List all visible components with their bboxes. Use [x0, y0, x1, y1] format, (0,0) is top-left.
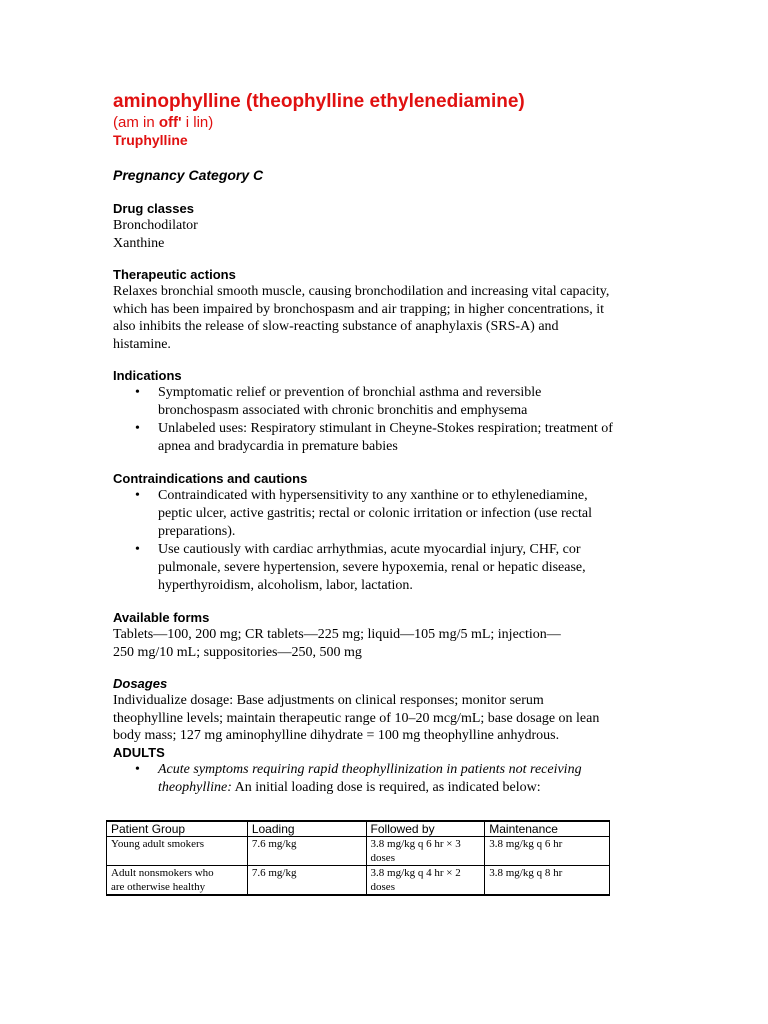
text-line: preparations).	[158, 524, 236, 539]
text-line: 250 mg/10 mL; suppositories—250, 500 mg	[113, 644, 362, 660]
dosage-text: An initial loading dose is required, as indicated below:	[231, 779, 541, 795]
indications-section	[113, 367, 653, 456]
list-item	[113, 541, 653, 595]
pronunciation-pre: (am in	[113, 114, 159, 131]
text-line: peptic ulcer, active gastritis; rectal or colonic irritation or infection (use rectal	[158, 506, 593, 521]
drug-title: aminophylline (theophylline ethylenediamine)	[113, 91, 525, 112]
text-line: Symptomatic relief or prevention of bronchial asthma and reversible	[158, 385, 542, 400]
text-line: Contraindicated with hypersensitivity to any xanthine or to ethylenediamine,	[158, 488, 588, 503]
text-line: Individualize dosage: Base adjustments on clinical responses; monitor serum	[113, 693, 544, 708]
pregnancy-category: Pregnancy Category C	[113, 167, 264, 183]
pronunciation	[113, 114, 653, 131]
drug-class-item: Xanthine	[113, 235, 165, 251]
brand-name: Truphylline	[113, 132, 188, 148]
text-line: Tablets—100, 200 mg; CR tablets—225 mg; liquid—105 mg/5 mL; injection—	[113, 627, 561, 642]
list-item	[113, 761, 653, 797]
column-header: Maintenance	[485, 821, 610, 837]
text-line: theophylline levels; maintain therapeutic range of 10–20 mcg/mL; base dosage on lean	[113, 710, 600, 726]
text-line: histamine.	[113, 336, 171, 352]
pronunciation-stress: off'	[158, 114, 182, 131]
bullet-icon: •	[135, 488, 140, 503]
cell-line: Adult nonsmokers who	[111, 867, 214, 879]
list-item	[113, 384, 653, 420]
pronunciation-post: i lin)	[181, 114, 214, 131]
section-heading: Indications	[113, 368, 182, 383]
table-cell	[366, 837, 485, 866]
cell-line: 3.8 mg/kg q 6 hr × 3	[370, 838, 461, 850]
text-line: body mass; 127 mg aminophylline dihydrate = 100 mg theophylline anhydrous.	[113, 728, 560, 743]
cell-line: 3.8 mg/kg q 4 hr × 2	[370, 867, 461, 879]
cell-line: doses	[370, 852, 395, 864]
dosage-italic-text: Acute symptoms requiring rapid theophyllinization in patients not receiving	[158, 761, 582, 777]
text-line: Unlabeled uses: Respiratory stimulant in Cheyne-Stokes respiration; treatment of	[158, 421, 613, 436]
text-line: pulmonale, severe hypertension, severe hypoxemia, renal or hepatic disease,	[158, 560, 586, 575]
table-cell	[107, 866, 248, 896]
text-line: Use cautiously with cardiac arrhythmias, acute myocardial injury, CHF, cor	[158, 542, 581, 557]
text-line: bronchospasm associated with chronic bronchitis and emphysema	[158, 403, 528, 418]
indications-list	[113, 384, 653, 456]
therapeutic-section	[113, 266, 653, 353]
drug-classes-section	[113, 200, 653, 252]
table-header-row	[107, 821, 610, 837]
text-line: also inhibits the release of slow-reacting substance of anaphylaxis (SRS-A) and	[113, 319, 559, 334]
contraindications-section	[113, 470, 653, 595]
cell-line: Young adult smokers	[111, 838, 205, 850]
bullet-icon: •	[135, 385, 140, 400]
table-row	[107, 866, 610, 896]
table-cell: 7.6 mg/kg	[247, 837, 366, 866]
drug-class-item: Bronchodilator	[113, 218, 198, 233]
section-heading: Contraindications and cautions	[113, 471, 308, 486]
dosages-section	[113, 675, 653, 797]
bullet-icon: •	[135, 421, 140, 436]
column-header: Followed by	[366, 821, 485, 837]
section-heading: Therapeutic actions	[113, 267, 236, 282]
dosage-italic-text: theophylline:	[158, 779, 232, 795]
dosage-list	[113, 761, 653, 797]
list-item	[113, 420, 653, 456]
column-header: Loading	[247, 821, 366, 837]
forms-section	[113, 609, 653, 661]
text-line: which has been impaired by bronchospasm and air trapping; in higher concentrations, it	[113, 301, 605, 317]
bullet-icon: •	[135, 761, 140, 777]
text-line: apnea and bradycardia in premature babies	[158, 439, 398, 454]
column-header: Patient Group	[107, 821, 248, 837]
table-cell	[107, 837, 248, 866]
table-cell	[366, 866, 485, 896]
text-line: Relaxes bronchial smooth muscle, causing bronchodilation and increasing vital capacity,	[113, 284, 610, 299]
section-heading: Drug classes	[113, 201, 194, 216]
monograph-page	[113, 90, 653, 797]
text-line: hyperthyroidism, alcoholism, labor, lactation.	[158, 578, 413, 593]
contraindications-list	[113, 487, 653, 595]
table-cell: 3.8 mg/kg q 8 hr	[485, 866, 610, 896]
adults-label: ADULTS	[113, 744, 165, 760]
cell-line: are otherwise healthy	[111, 881, 206, 893]
section-heading: Available forms	[113, 610, 210, 625]
cell-line: doses	[370, 881, 395, 893]
table-cell: 7.6 mg/kg	[247, 866, 366, 896]
table-cell: 3.8 mg/kg q 6 hr	[485, 837, 610, 866]
section-heading: Dosages	[113, 676, 168, 691]
bullet-icon: •	[135, 542, 140, 557]
list-item	[113, 487, 653, 541]
table-row	[107, 837, 610, 866]
loading-dose-table	[106, 820, 610, 896]
